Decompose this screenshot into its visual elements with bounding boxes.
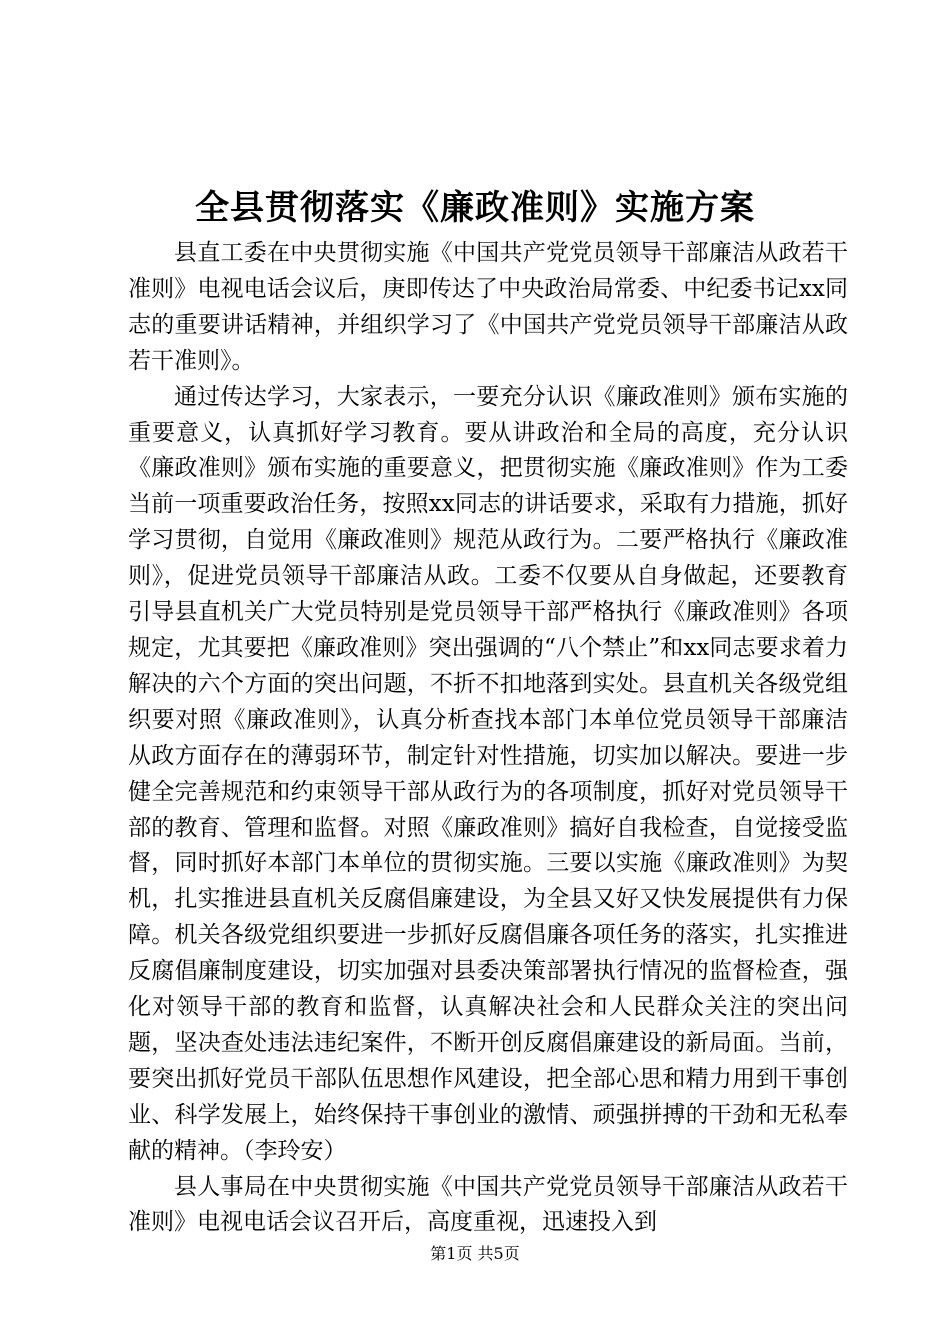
- document-title: 全县贯彻落实《廉政准则》实施方案: [195, 188, 755, 228]
- paragraph-3: 县人事局在中央贯彻实施《中国共产党党员领导干部廉洁从政若干准则》电视电话会议召开后，高度重视，迅速投入到: [128, 1173, 848, 1236]
- page-number-footer: 第1页 共5页: [430, 1244, 520, 1263]
- paragraph-1: 县直工委在中央贯彻实施《中国共产党党员领导干部廉洁从政若干准则》电视电话会议后，庚即传达了中央政治局常委、中纪委书记xx同志的重要讲话精神，并组织学习了《中国共产党党员领导干部廉洁从政若干准则》。: [128, 240, 848, 374]
- document-body: [128, 236, 848, 1241]
- paragraph-2: 通过传达学习，大家表示，一要充分认识《廉政准则》颁布实施的重要意义，认真抓好学习教育。要从讲政治和全局的高度，充分认识《廉政准则》颁布实施的重要意义，把贯彻实施《廉政准则》作为工委当前一项重要政治任务，按照xx同志的讲话要求，采取有力措施，抓好学习贯彻，自觉用《廉政准则》规范从政行为。二要严格执行《廉政准则》，促进党员领导干部廉洁从政。工委不仅要从自身做起，还要教育引导县直机关广大党员特别是党员领导干部严格执行《廉政准则》各项规定，尤其要把《廉政准则》突出强调的“八个禁止”和xx同志要求着力解决的六个方面的突出问题，不折不扣地落到实处。县直机关各级党组织要对照《廉政准则》，认真分析查找本部门本单位党员领导干部廉洁从政方面存在的薄弱环节，制定针对性措施，切实加以解决。要进一步健全完善规范和约束领导干部从政行为的各项制度，抓好对党员领导干部的教育、管理和监督。对照《廉政准则》搞好自我检查，自觉接受监督，同时抓好本部门本单位的贯彻实施。三要以实施《廉政准则》为契机，扎实推进县直机关反腐倡廉建设，为全县又好又快发展提供有力保障。机关各级党组织要进一步抓好反腐倡廉各项任务的落实，扎实推进反腐倡廉制度建设，切实加强对县委决策部署执行情况的监督检查，强化对领导干部的教育和监督，认真解决社会和人民群众关注的突出问题，坚决查处违法违纪案件，不断开创反腐倡廉建设的新局面。当前，要突出抓好党员干部队伍思想作风建设，把全部心思和精力用到干事创业、科学发展上，始终保持干事创业的激情、顽强拼搏的干劲和无私奉献的精神。（李玲安）: [128, 383, 848, 1164]
